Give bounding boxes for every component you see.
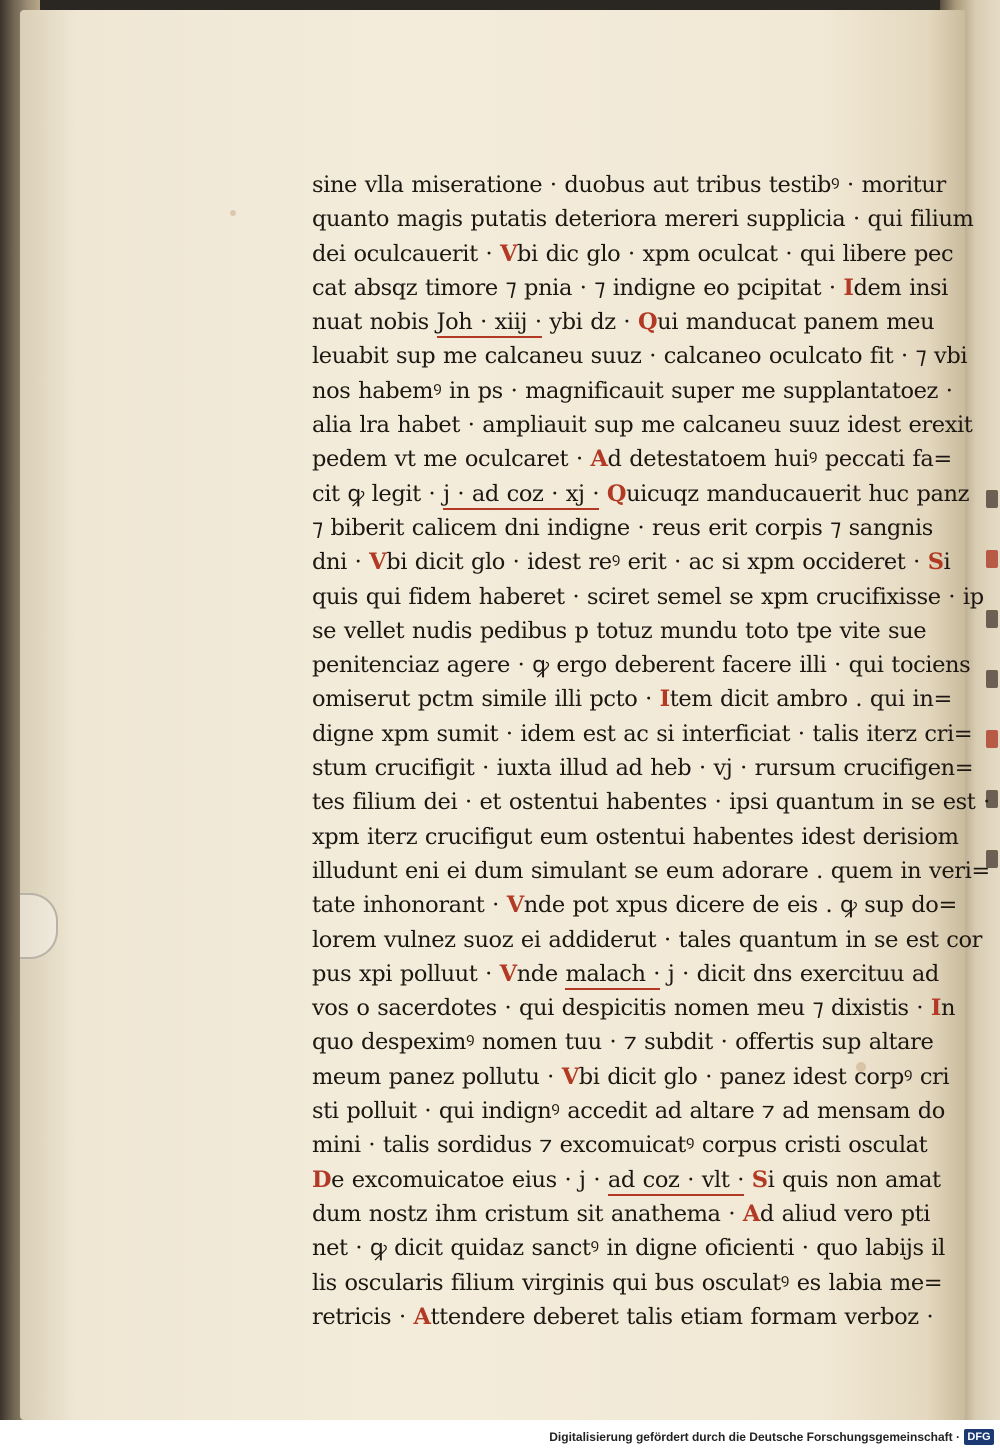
text-line (312, 580, 984, 614)
text-line (312, 1094, 945, 1128)
scripture-reference: j · ad coz · xj · (443, 481, 599, 510)
text-segment: stum crucifigit · iuxta illud ad heb · vj · rursum crucifigen= (312, 755, 974, 782)
text-segment: quis qui fidem haberet · sciret semel se xpm crucifixisse · ip (312, 583, 984, 610)
text-segment (599, 481, 607, 507)
text-line (312, 1025, 934, 1059)
text-segment: quo despeximꝰ nomen tuu · ⁊ subdit · offertis sup altare (312, 1029, 934, 1056)
text-segment: sine vlla miseratione · duobus aut tribus testibꝰ · moritur (312, 172, 946, 198)
scripture-reference: ad coz · vlt · (608, 1167, 744, 1196)
text-line (312, 648, 971, 682)
text-line (312, 1266, 943, 1300)
text-segment: penitenciaz agere · ꝙ ergo deberent facere illi · qui tociens (312, 652, 971, 679)
text-line (312, 477, 970, 511)
text-segment: bi dicit glo · idest reꝰ erit · ac si xpm occideret · (386, 549, 928, 576)
text-line (312, 511, 933, 545)
text-segment: dni · (312, 549, 370, 576)
text-line (312, 991, 956, 1025)
text-segment: bi dic glo · xpm oculcat · qui libere pec (517, 240, 954, 267)
text-line (312, 305, 935, 339)
text-segment: e excomuicatoe eius · j · (331, 1166, 608, 1193)
text-line (312, 545, 951, 579)
text-line (312, 682, 952, 716)
rubricated-initial: V (369, 549, 387, 576)
text-line (312, 614, 927, 648)
text-segment: ybi dz · (541, 309, 638, 336)
text-segment: dem insi (853, 274, 948, 301)
rubricated-initial: S (751, 1166, 768, 1193)
rubricated-initial: Q (637, 309, 658, 336)
text-line (312, 1128, 928, 1162)
text-segment: cat absqz timore ⁊ pnia · ⁊ indigne eo pcipitat · (312, 274, 844, 301)
rubricated-initial: V (506, 892, 524, 919)
text-line (312, 1300, 934, 1334)
text-line (312, 1197, 931, 1231)
text-segment: tate inhonorant · (312, 892, 507, 919)
dfg-logo-icon: DFG (964, 1429, 994, 1445)
text-segment: j · dicit dns exercituu ad (660, 960, 939, 987)
text-line (312, 271, 948, 305)
rubricated-initial: A (413, 1303, 431, 1330)
text-line (312, 923, 982, 957)
text-segment: i (943, 549, 951, 576)
text-line (312, 717, 973, 751)
text-line (312, 339, 968, 373)
rubricated-initial: I (930, 995, 941, 1022)
text-segment: ui manducat panem meu (657, 309, 935, 336)
footer-bar (0, 1420, 1000, 1456)
text-line (312, 442, 952, 476)
text-segment: tem dicit ambro . qui in= (669, 686, 952, 713)
text-segment: dei oculcauerit · (312, 240, 500, 267)
text-line (312, 408, 973, 442)
paper-stain (230, 210, 236, 216)
rubricated-initial: Q (606, 480, 627, 507)
rubricated-initial: I (843, 274, 854, 301)
text-segment: illudunt eni ei dum simulant se eum adorare . quem in veri= (312, 857, 990, 884)
text-segment: ⁊ biberit calicem dni indigne · reus erit corpis ⁊ sangnis (312, 514, 933, 541)
text-segment: meum panez pollutu · (312, 1063, 562, 1090)
text-line (312, 1231, 945, 1265)
text-segment: leuabit sup me calcaneu suuz · calcaneo oculcato fit · ⁊ vbi (312, 343, 968, 370)
text-segment: nde pot xpus dicere de eis . ꝙ sup do= (523, 892, 957, 919)
text-segment: pus xpi polluut · (312, 960, 500, 987)
text-line (312, 785, 990, 819)
text-segment: se vellet nudis pedibus p totuz mundu toto tpe vite sue (312, 617, 927, 644)
rubricated-initial: V (561, 1063, 579, 1090)
text-segment: pedem vt me oculcaret · (312, 446, 591, 473)
text-segment: alia lra habet · ampliauit sup me calcaneu suuz idest erexit (312, 412, 973, 439)
text-segment: retricis · (312, 1303, 414, 1330)
text-line (312, 888, 957, 922)
text-line (312, 854, 990, 888)
text-segment: cit ꝙ legit · (312, 480, 444, 507)
rubricated-initial: D (312, 1166, 332, 1193)
text-segment: n (941, 995, 956, 1022)
text-line (312, 820, 959, 854)
rubricated-initial: S (927, 549, 944, 576)
text-segment: nos habemꝰ in ps · magnificauit super me supplantatoez · (312, 377, 953, 404)
text-segment: net · ꝙ dicit quidaz sanctꝰ in digne oficienti · quo labijs il (312, 1235, 945, 1262)
text-segment: tes filium dei · et ostentui habentes · ipsi quantum in se est · (312, 789, 990, 816)
text-segment: nuat nobis (312, 309, 437, 336)
text-line (312, 202, 974, 236)
page-text-column (312, 168, 990, 1334)
text-line (312, 168, 946, 202)
text-segment: lorem vulnez suoz ei addiderut · tales quantum in se est cor (312, 926, 982, 953)
text-line (312, 374, 953, 408)
text-segment: nde (516, 960, 566, 987)
text-line (312, 751, 974, 785)
rubricated-initial: A (590, 446, 608, 473)
text-segment: uicuqz manducauerit huc panz (626, 480, 970, 507)
text-segment: sti polluit · qui indignꝰ accedit ad altare ⁊ ad mensam do (312, 1098, 945, 1125)
text-segment: mini · talis sordidus ⁊ excomuicatꝰ corpus cristi osculat (312, 1132, 928, 1159)
text-segment (744, 1167, 752, 1193)
text-segment: lis oscularis filium virginis qui bus osculatꝰ es labia me= (312, 1269, 943, 1296)
text-segment: vos o sacerdotes · qui despicitis nomen meu ⁊ dixistis · (312, 995, 931, 1022)
text-line (312, 1163, 941, 1197)
text-segment: dum nostz ihm cristum sit anathema · (312, 1200, 743, 1227)
funding-credit: Digitalisierung gefördert durch die Deutsche Forschungsgemeinschaft · (549, 1430, 960, 1444)
scripture-reference: Joh · xiij · (437, 309, 542, 338)
text-segment: i quis non amat (767, 1166, 941, 1193)
rubricated-initial: V (499, 240, 518, 267)
text-segment: ttendere deberet talis etiam formam verboz · (430, 1303, 934, 1330)
text-line (312, 1060, 950, 1094)
text-segment: d detestatoem huiꝰ peccati fa= (607, 446, 952, 473)
text-segment: quanto magis putatis deteriora mereri supplicia · qui filium (312, 206, 974, 233)
text-segment: digne xpm sumit · idem est ac si interficiat · talis iterz cri= (312, 720, 973, 747)
text-line (312, 237, 954, 271)
rubricated-initial: V (499, 960, 517, 987)
rubricated-initial: I (659, 686, 670, 713)
scripture-reference: malach · (565, 961, 660, 990)
text-segment: d aliud vero pti (759, 1200, 931, 1227)
text-segment: xpm iterz crucifigut eum ostentui habentes idest derisiom (312, 823, 959, 850)
text-line (312, 957, 939, 991)
rubricated-initial: A (742, 1200, 760, 1227)
text-segment: bi dicit glo · panez idest corpꝰ cri (578, 1063, 950, 1090)
text-segment: omiserut pctm simile illi pcto · (312, 686, 660, 713)
